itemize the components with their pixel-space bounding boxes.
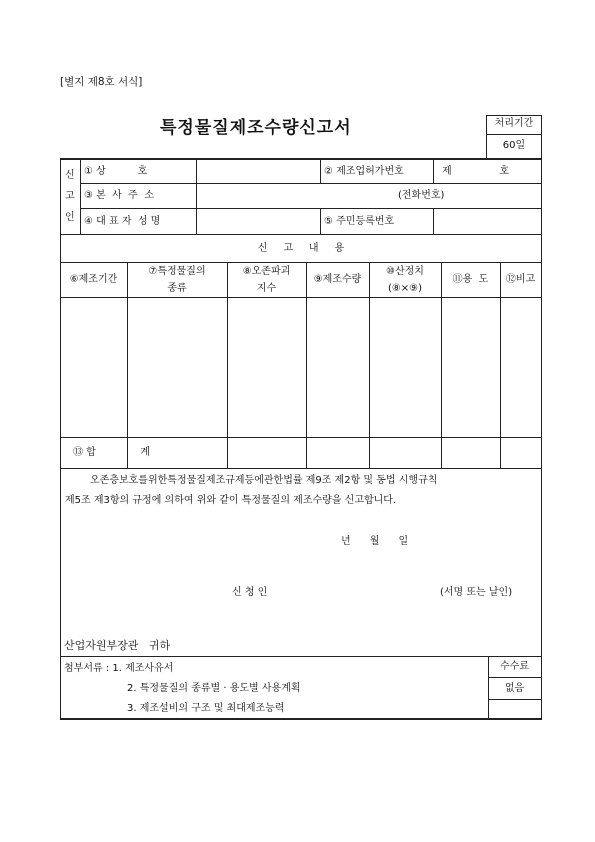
report-header: 신 고 내 용 <box>257 243 345 254</box>
applicant-side-3: 인 <box>65 212 75 223</box>
col-quantity: ⑨제조수량 <box>313 274 362 285</box>
rep-name-field[interactable] <box>198 210 318 232</box>
addressee: 산업자원부장관 귀하 <box>64 639 171 652</box>
license-no-label: ② 제조업허가번호 <box>324 166 404 177</box>
address-label: ③ 본 사 주 소 <box>84 190 154 201</box>
rep-name-label: ④ 대 표 자 성 명 <box>84 216 161 227</box>
attachments-item-2: 2. 특정물질의 종류별 · 용도별 사용계획 <box>127 683 301 694</box>
address-field[interactable] <box>198 185 398 206</box>
col-remarks: ⑫비고 <box>505 274 536 285</box>
report-data-area[interactable] <box>61 298 541 437</box>
license-no-value[interactable]: 제 호 <box>442 166 510 177</box>
declaration-line2: 제5조 제3항의 규정에 의하여 위와 같이 특정물질의 제조수량을 신고합니다. <box>65 495 397 506</box>
resident-no-label: ⑤ 주민등록번호 <box>324 216 395 227</box>
col-calculated-2: (⑧×⑨) <box>387 283 423 294</box>
applicant-side-2: 고 <box>65 191 75 202</box>
fee-label: 수수료 <box>500 661 529 672</box>
attachments-item-3: 3. 제조설비의 구조 및 최대제조능력 <box>127 703 285 714</box>
col-period: ⑥제조기간 <box>69 274 118 285</box>
col-calculated: ⑩산정치 <box>386 266 424 277</box>
resident-no-field[interactable] <box>435 210 539 232</box>
page-title: 특정물질제조수량신고서 <box>160 118 352 138</box>
col-odp-2: 지수 <box>256 283 277 294</box>
declaration-applicant: 신 청 인 <box>232 587 268 598</box>
declaration-sign[interactable]: (서명 또는 날인) <box>440 587 513 598</box>
processing-period-value: 60일 <box>502 140 526 151</box>
phone-label: (전화번호) <box>398 190 445 201</box>
applicant-side-1: 신 <box>65 170 75 181</box>
col-substance-type: ⑦특정물질의 <box>148 266 206 277</box>
declaration-line1: 오존층보호를위한특정물질제조규제등에관한법률 제9조 제2항 및 동법 시행규칙 <box>90 475 438 486</box>
total-label: ⑬ 합 계 <box>73 447 151 458</box>
trade-name-field[interactable] <box>198 161 318 181</box>
col-substance-type-2: 종류 <box>167 283 187 294</box>
processing-period-label: 처리기간 <box>494 118 534 129</box>
col-usage: ⑪용 도 <box>452 274 489 285</box>
declaration-date[interactable]: 년 월 일 <box>341 536 409 547</box>
fee-value: 없음 <box>504 683 525 694</box>
attachments-label: 첨부서류 : 1. 제조사유서 <box>64 663 174 674</box>
col-odp: ⑧오존파괴 <box>242 266 291 277</box>
trade-name-label: ① 상 호 <box>84 166 148 177</box>
form-id: [별지 제8호 서식] <box>60 76 143 88</box>
